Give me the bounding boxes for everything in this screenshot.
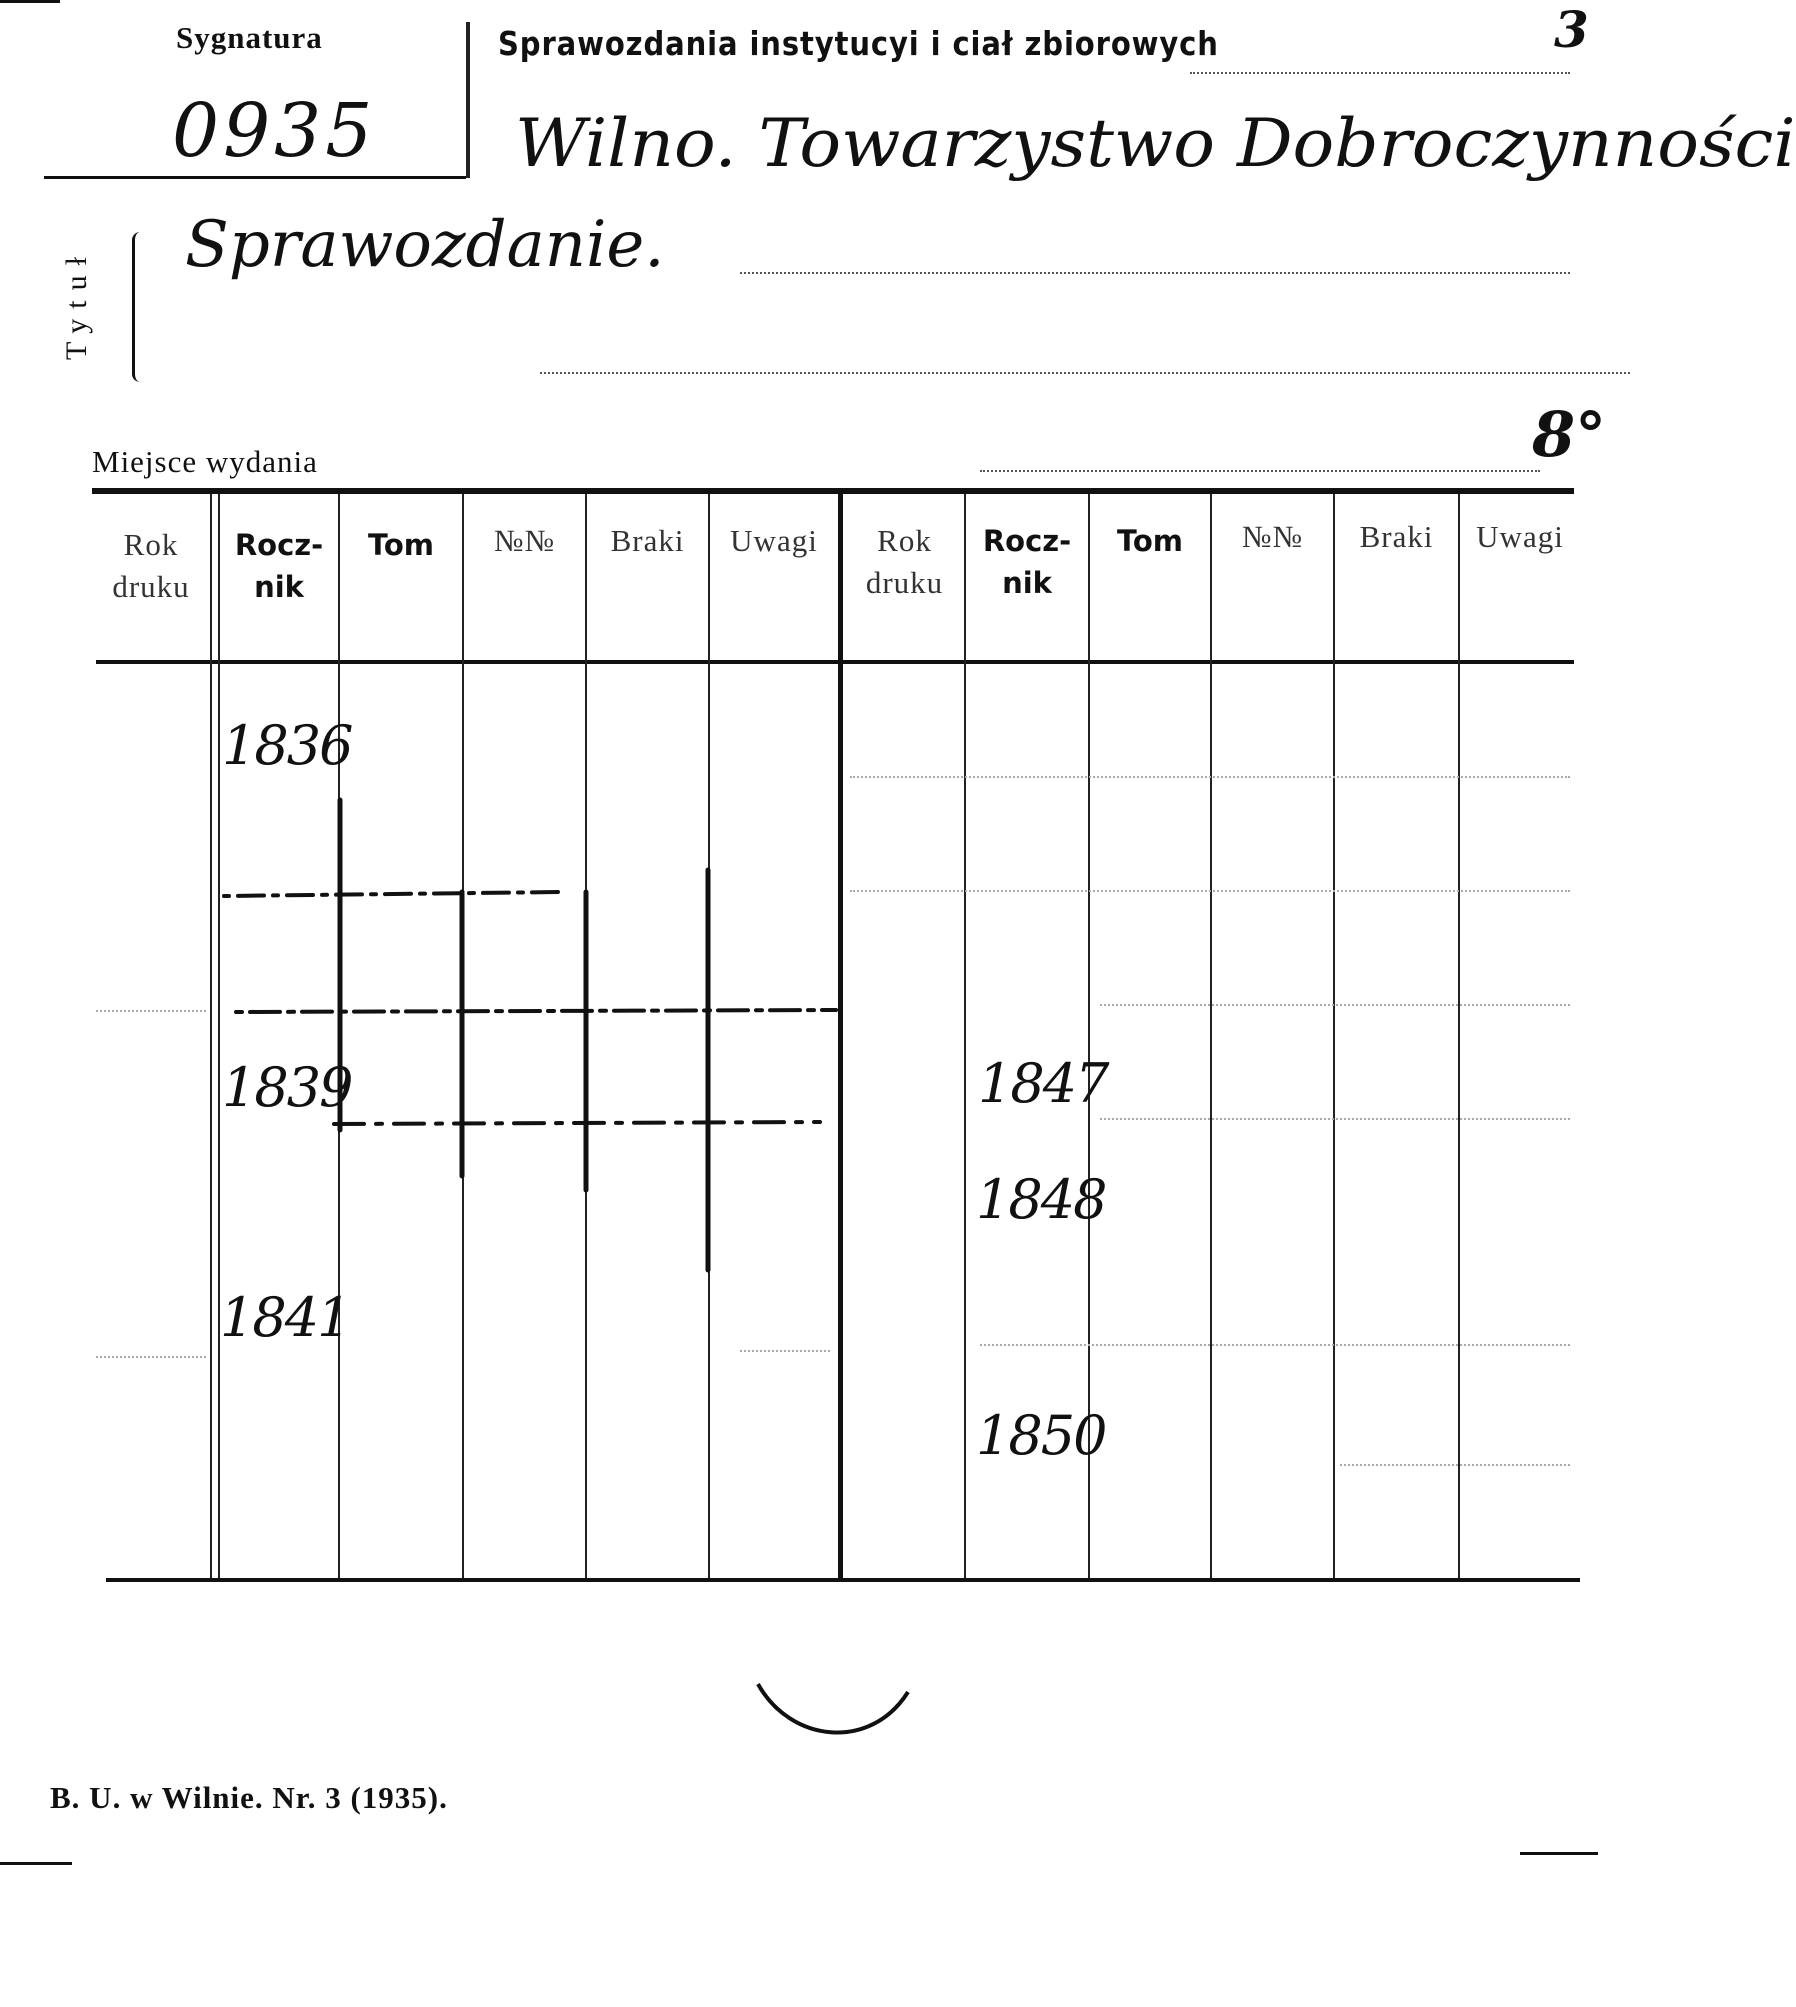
sygnatura-value: 0935 xyxy=(172,88,377,174)
card-number: 3 xyxy=(1554,0,1589,59)
place-label: Miejsce wydania xyxy=(92,444,318,479)
title-value: Sprawozdanie. xyxy=(185,208,665,282)
col-header-rocznik: Rocz- nik xyxy=(982,524,1072,600)
tytul-label: Tytuł xyxy=(60,247,93,360)
year-entry: 1841 xyxy=(220,1286,350,1349)
category-stamp: Sprawozdania instytucyi i ciał zbiorowych xyxy=(498,24,1219,63)
col-header-rok-druku: Rok druku xyxy=(865,523,944,600)
edge-mark xyxy=(1520,1852,1598,1855)
edge-mark xyxy=(0,1862,72,1865)
col-header-tom: Tom xyxy=(1116,524,1184,558)
year-entry: 1839 xyxy=(222,1056,352,1119)
year-entry: 1850 xyxy=(976,1404,1106,1467)
col-header-uwagi: Uwagi xyxy=(730,523,818,558)
col-header-braki: Braki xyxy=(1359,519,1434,554)
year-entry: 1848 xyxy=(976,1168,1106,1231)
col-header-rok-druku: Rok druku xyxy=(112,527,190,604)
year-entry: 1847 xyxy=(978,1052,1108,1115)
footer-imprint: B. U. w Wilnie. Nr. 3 (1935). xyxy=(50,1780,448,1815)
col-header-rocznik: Rocz- nik xyxy=(234,528,324,604)
sygnatura-label: Sygnatura xyxy=(176,20,323,55)
col-header-uwagi: Uwagi xyxy=(1476,519,1564,554)
year-entry: 1836 xyxy=(222,714,352,777)
institution-name: Wilno. Towarzystwo Dobroczynności xyxy=(515,105,1796,182)
curved-mark-icon xyxy=(750,1672,920,1762)
col-header-numery: №№ xyxy=(493,523,556,558)
edge-mark xyxy=(0,0,60,3)
col-header-numery: №№ xyxy=(1241,519,1304,554)
col-header-tom: Tom xyxy=(367,528,435,562)
col-header-braki: Braki xyxy=(610,523,685,558)
format-value: 8° xyxy=(1532,398,1607,471)
